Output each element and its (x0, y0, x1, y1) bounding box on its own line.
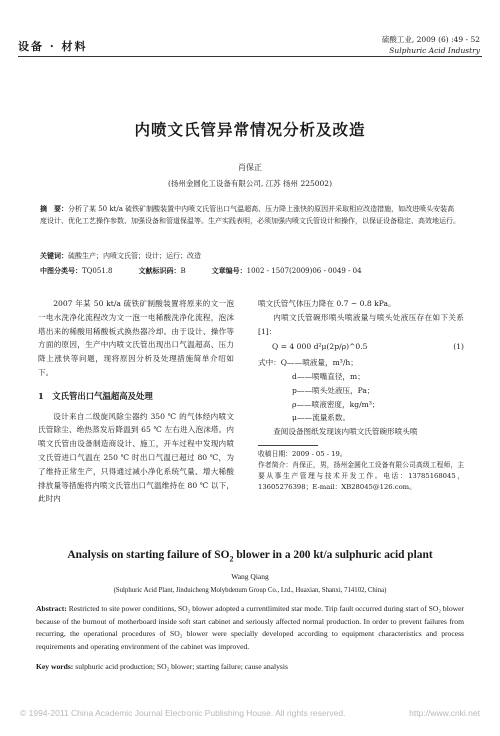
keywords-text-cn: 硫酸生产；内喷文氏管；设计；运行；改造 (68, 252, 201, 260)
footnote-received: 收稿日期：2009 - 05 - 19。 (258, 449, 347, 458)
where-item-d: d——喷嘴直径，m； (292, 371, 365, 381)
abstract-label-en: Abstract: (36, 604, 67, 613)
body-column-left (38, 297, 234, 506)
formula-1 (258, 340, 464, 354)
paragraph-3: 查阅设备图纸发现该内喷文氏管碗形喷头喷 (273, 427, 418, 437)
journal-name-en: Sulphuric Acid Industry (389, 46, 480, 55)
formula-intro: 内喷文氏管碗形喷头喷液量与喷头处液压存在如下关系[1]： (258, 312, 464, 336)
section-label: 设备 · 材料 (18, 40, 88, 53)
where-label: 式中：Q——喷液量，m³/h； (258, 358, 358, 368)
keywords-label-en: Key words: (36, 662, 74, 671)
section-1-heading: 1 文氏管出口气温超高及处理 (38, 390, 153, 401)
journal-issue: 硫酸工业, 2009 (6) :49 - 52 (381, 35, 480, 44)
article-title-cn: 内喷文氏管异常情况分析及改造 (134, 120, 366, 139)
body-column-right (258, 297, 464, 493)
continued-paragraph: 喷文氏管气体压力降在 0.7 ~ 0.8 kPa。 (258, 299, 396, 308)
abstract-cn (40, 203, 460, 227)
abstract-en (36, 603, 464, 653)
section-1-paragraph: 设计来自二级旋风除尘器约 350 ℃ 的气体经内喷文氏管除尘、绝热蒸发后降温到 65 ℃ 左右进入泡沫塔。内喷文氏管由设备制造商设计、施工，开车过程中发现内喷文氏管进口气温在 250 ℃ 时出口气温已超过 80 ℃，为了维持正常生产，只得通过减小净化系统气量、增大稀酸排放量等措施将内喷文氏管出口气温维持在 80 ℃ 以下，此时内 (38, 411, 234, 504)
affiliation-en: (Sulphuric Acid Plant, Jinduicheng Molybdenum Group Co., Ltd., Huaxian, Shanxi, 714102, China) (113, 587, 387, 594)
keywords-text-en: sulphuric acid production; SO₂ blower; starting failure; cause analysis (75, 662, 288, 671)
where-item-rho: ρ——喷液密度，kg/m³； (292, 399, 380, 409)
keywords-label-cn: 关键词： (40, 251, 68, 260)
footnote-author: 作者简介：肖保正，男，扬州金圆化工设备有限公司高级工程师，主要从事生产管理与技术开发工作。电话：13785168045，13605276398；E-mail：XB28045@126.com。 (258, 460, 464, 491)
author-cn: 肖保正 (238, 163, 262, 172)
classification-row (40, 266, 460, 276)
article-id: 文章编号：1002 - 1507(2009)06 - 0049 - 04 (211, 266, 362, 275)
abstract-label-cn: 摘 要： (40, 204, 68, 213)
formula-number: (1) (453, 342, 464, 352)
formula-definitions (258, 356, 464, 425)
footnote-rule (258, 445, 318, 446)
abstract-text-en: Restricted to site power conditions, SO₂ blower adopted a currentlimited star mode. Trip fault occurred during start of SO₂ blower because of the burnout of motherboard inside soft start cabinet and seriously affected normal production. In order to prevent failures from recurring, the operational procedures of SO₂ blower were specially developed according to equipment characteristics and process requirements and operating environment of the cabinet was improved. (36, 604, 464, 651)
article-title-en: Analysis on starting failure of $SO_2$ blower in a 200 kt/a sulphuric acid plant (67, 549, 433, 564)
clc: 中图分类号：TQ051.8 (40, 266, 113, 275)
where-item-mu: μ——流量系数。 (292, 413, 351, 423)
journal-info (382, 34, 480, 56)
intro-paragraph: 2007 年某 50 kt/a 硫铁矿制酸装置将原来的文一泡一电水洗净化流程改为文一泡一电稀酸洗净化流程，泡沫塔出来的稀酸用稀酸板式换热器冷却。由于设计、操作等方面的原因，生产中内喷文氏管出现出口气温超高、压力降上涨快等问题，现将原因分析及处理措施简单介绍如下。 (38, 299, 234, 377)
watermark-text: © 1994-2011 China Academic Journal Electronic Publishing House. All rights reserved. (20, 708, 346, 718)
keywords-en (36, 662, 464, 671)
abstract-text-cn: 分析了某 50 kt/a 硫铁矿制酸装置中内喷文氏管出口气温超高、压力降上涨快的原因并采取相应改造措施，如改进喷头安装高度设计、优化工艺操作参数、加强设备和管道保温等。生产实践表明，必须加强内喷文氏管设计和操作，以保证设备稳定、高效地运行。 (40, 205, 460, 225)
where-item-p: p——喷头处液压，Pa； (292, 385, 375, 395)
header-rule (18, 56, 482, 57)
copyright-watermark (20, 708, 480, 718)
keywords-cn (40, 251, 460, 261)
affiliation-cn: (扬州金圆化工设备有限公司, 江苏 扬州 225002) (167, 179, 333, 188)
author-en: Wang Qiang (231, 572, 269, 581)
doc-code: 文献标识码：B (138, 266, 186, 275)
formula-expression: Q = 4 000 d²μ(2p/ρ)^0.5 (272, 342, 368, 352)
watermark-url: http://www.cnki.net (409, 708, 480, 718)
